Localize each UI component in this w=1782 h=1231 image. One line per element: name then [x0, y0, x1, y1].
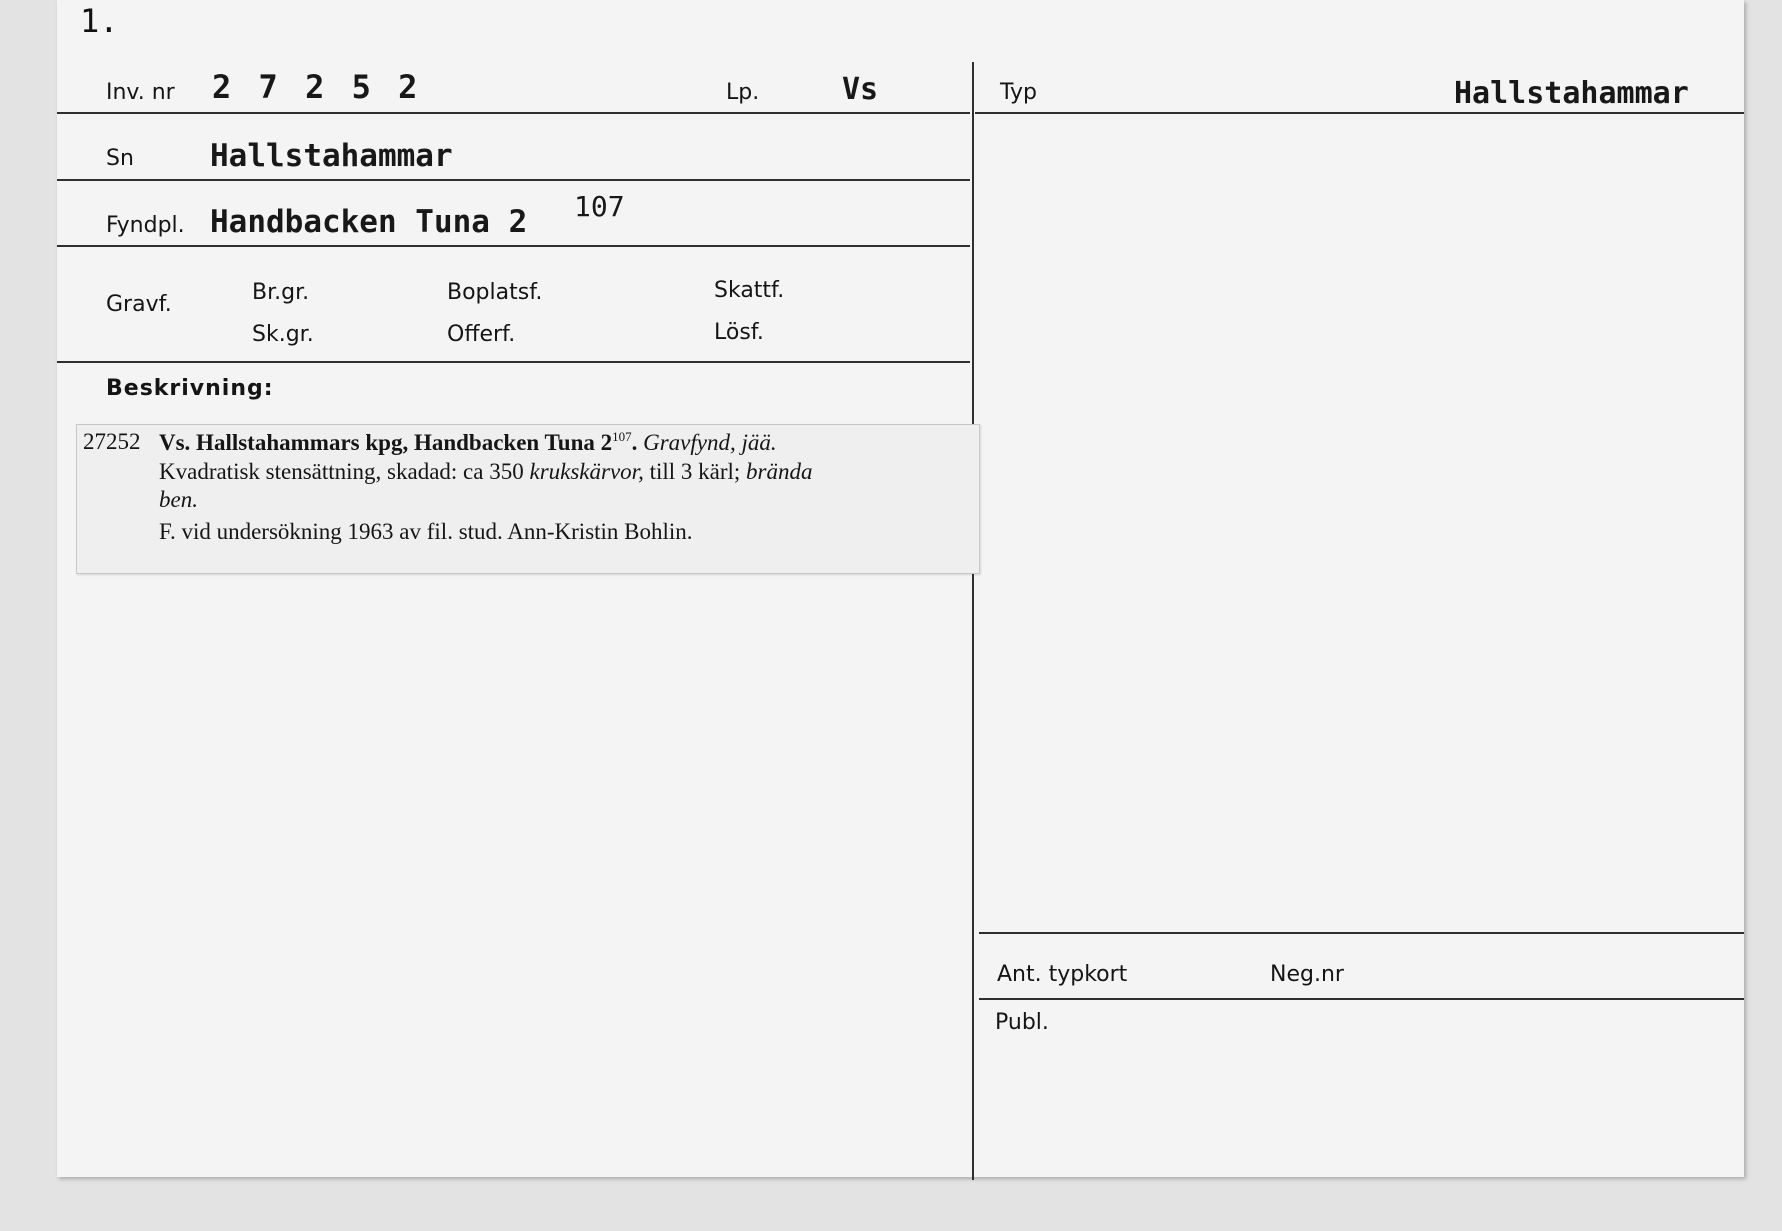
- typ-value: Hallstahammar: [1454, 76, 1689, 111]
- publ-label: Publ.: [995, 1010, 1049, 1035]
- gravf-label: Gravf.: [106, 292, 172, 317]
- slip-heading-end: .: [631, 430, 638, 455]
- fyndpl-superscript: 107: [574, 190, 625, 223]
- lp-label: Lp.: [726, 80, 760, 105]
- slip-line-1: [159, 429, 777, 456]
- inv-nr-value: 2 7 2 5 2: [212, 68, 422, 106]
- lp-value: Vs: [842, 72, 879, 107]
- slip-line-2-italic2: brända: [746, 459, 813, 484]
- typ-label: Typ: [1000, 80, 1037, 105]
- divider-sn: [57, 179, 970, 181]
- slip-line-2-italic: krukskärvor,: [529, 459, 644, 484]
- card-number: 1.: [80, 2, 119, 40]
- divider-fyndtyp: [57, 361, 970, 363]
- losf-label: Lösf.: [714, 320, 764, 345]
- beskrivning-label: Beskrivning:: [106, 376, 274, 401]
- slip-line-2-b: till 3 kärl;: [649, 459, 741, 484]
- slip-heading: Vs. Hallstahammars kpg, Handbacken Tuna 2: [159, 430, 613, 455]
- sn-label: Sn: [106, 146, 134, 171]
- inv-nr-label: Inv. nr: [106, 80, 175, 105]
- divider-inv: [57, 112, 970, 114]
- divider-ant-typkort-top: [979, 932, 1744, 934]
- slip-line-4: F. vid undersökning 1963 av fil. stud. Ann-Kristin Bohlin.: [159, 519, 693, 544]
- vertical-divider: [972, 62, 974, 1180]
- offerf-label: Offerf.: [447, 322, 516, 347]
- fyndpl-label: Fyndpl.: [106, 213, 185, 238]
- skattf-label: Skattf.: [714, 278, 785, 303]
- slip-category: Gravfynd, jää.: [643, 430, 777, 455]
- slip-line-2-a: Kvadratisk stensättning, skadad: ca 350: [159, 459, 524, 484]
- divider-fyndpl: [57, 245, 970, 247]
- sk-gr-label: Sk.gr.: [252, 322, 314, 347]
- neg-nr-label: Neg.nr: [1270, 962, 1344, 987]
- sn-value: Hallstahammar: [210, 138, 453, 174]
- slip-line-3-italic: ben.: [159, 487, 198, 512]
- divider-typ: [975, 112, 1744, 114]
- fyndpl-value: Handbacken Tuna 2: [210, 204, 528, 240]
- br-gr-label: Br.gr.: [252, 280, 310, 305]
- boplatsf-label: Boplatsf.: [447, 280, 543, 305]
- slip-line-2: [159, 459, 813, 485]
- ant-typkort-label: Ant. typkort: [997, 962, 1128, 987]
- slip-heading-sup: 107: [612, 429, 632, 444]
- description-slip: [76, 424, 980, 574]
- slip-number: 27252: [83, 429, 141, 454]
- catalog-card: [57, 0, 1744, 1177]
- divider-publ-top: [979, 998, 1744, 1000]
- slip-line-3: [159, 487, 198, 513]
